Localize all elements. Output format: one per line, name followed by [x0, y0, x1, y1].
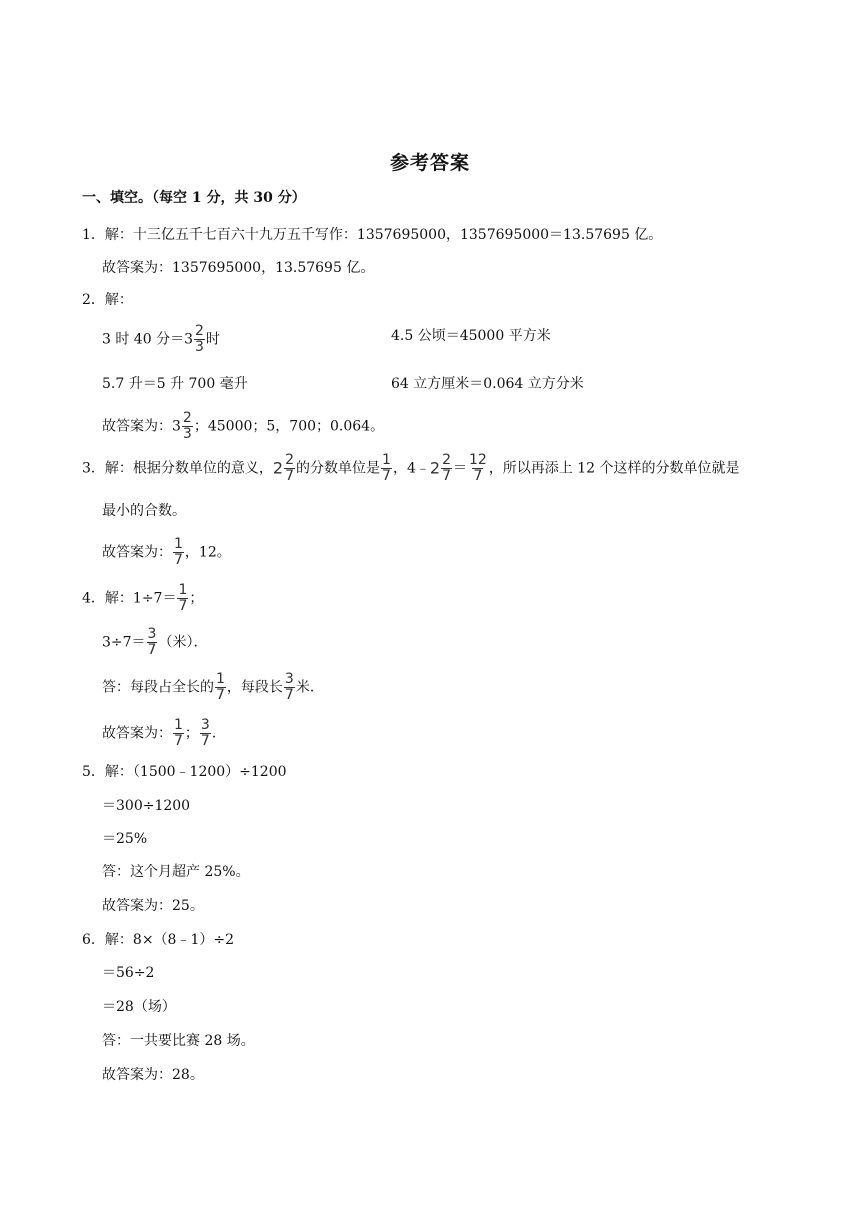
fraction: $\frac{3}{7}$	[284, 671, 294, 703]
q3-solution-cont: 最小的合数。	[102, 503, 186, 519]
q5-answer: 故答案为：25。	[102, 898, 204, 914]
q4-answer: 故答案为： $\frac{1}{7}$ ； $\frac{3}{7}$ ．	[102, 717, 226, 749]
q2-heading: 2．解：	[82, 292, 133, 308]
q3-answer: 故答案为： $\frac{1}{7}$ ，12。	[102, 536, 231, 568]
q5-reply: 答：这个月超产 25%。	[102, 864, 250, 880]
q6-answer: 故答案为：28。	[102, 1067, 204, 1083]
fraction: $\frac{1}{7}$	[216, 671, 225, 703]
q4-reply: 答：每段占全长的 $\frac{1}{7}$ ，每段长 $\frac{3}{7}$ 米．	[102, 671, 324, 703]
fraction: $\frac{1}{7}$	[178, 582, 188, 614]
fraction: $\frac{2}{7}$	[285, 452, 295, 484]
q2-conversion-area: 4.5 公顷＝45000 平方米	[391, 328, 551, 344]
q1-answer: 故答案为：1357695000，13.57695 亿。	[102, 260, 375, 276]
q5-solution-2: ＝300÷1200	[102, 798, 191, 814]
q2-conversion-volume: 5.7 升＝5 升 700 毫升	[102, 376, 248, 392]
q5-solution-1: 5．解：（1500﹣1200）÷1200	[82, 764, 287, 780]
fraction: $\frac{2}{7}$	[442, 452, 451, 484]
fraction: $\frac{12}{7}$	[468, 452, 487, 484]
q4-solution-2: 3÷7＝ $\frac{3}{7}$ （米）．	[102, 626, 208, 658]
q6-solution-1: 6．解：8×（8﹣1）÷2	[82, 932, 234, 948]
q6-reply: 答：一共要比赛 28 场。	[102, 1033, 255, 1049]
fraction: $\frac{2}{3}$	[194, 323, 204, 355]
q2-conversion-time: 3 时 40 分＝3 $\frac{2}{3}$ 时	[102, 323, 220, 355]
q3-solution: 3．解：根据分数单位的意义，2 $\frac{2}{7}$ 的分数单位是 $\frac{1}{7}$ ，4﹣2 $\frac{2}{7}$ ＝ $\frac{12}{7}$ ，所以再添上 12 个这样的分数单位就是	[82, 452, 740, 484]
fraction: $\frac{1}{7}$	[174, 536, 183, 568]
q2-answer: 故答案为：3 $\frac{2}{3}$ ；45000；5，700；0.064。	[102, 410, 385, 442]
q6-solution-3: ＝28（场）	[102, 999, 176, 1015]
fraction: $\frac{2}{3}$	[182, 410, 192, 442]
fraction: $\frac{3}{7}$	[147, 626, 157, 658]
q2-conversion-cubic: 64 立方厘米＝0.064 立方分米	[391, 376, 584, 392]
q6-solution-2: ＝56÷2	[102, 965, 155, 981]
fraction: $\frac{1}{7}$	[174, 717, 183, 749]
fraction: $\frac{1}{7}$	[382, 452, 391, 484]
q5-solution-3: ＝25%	[102, 831, 148, 847]
page-title: 参考答案	[389, 152, 470, 174]
q1-solution: 1．解：十三亿五千七百六十九万五千写作：1357695000，1357695000＝13.57695 亿。	[82, 227, 663, 243]
fraction: $\frac{3}{7}$	[200, 717, 210, 749]
section-heading: 一、填空。（每空 1 分，共 30 分）	[82, 190, 306, 206]
q4-solution-1: 4．解：1÷7＝ $\frac{1}{7}$ ；	[82, 582, 204, 614]
